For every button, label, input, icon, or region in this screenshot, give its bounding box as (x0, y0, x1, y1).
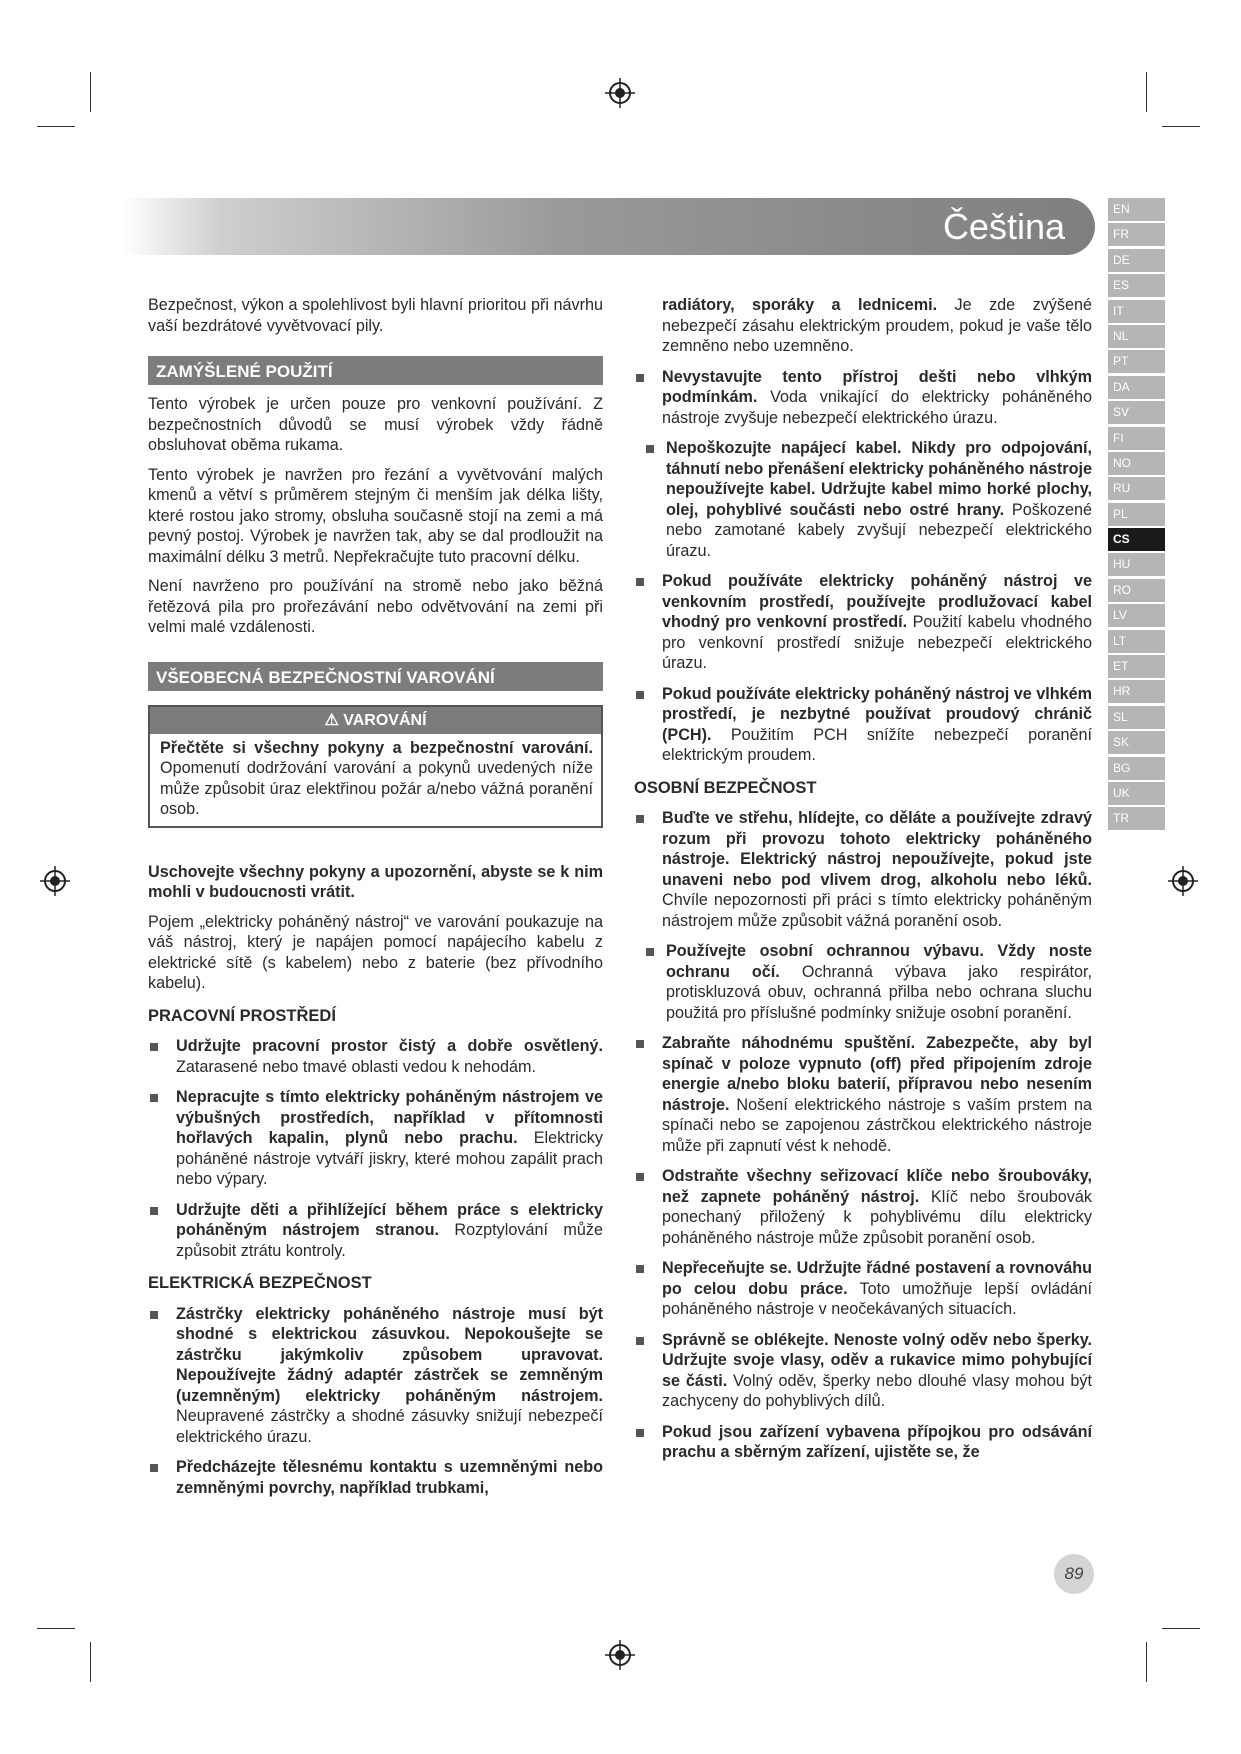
bullet-icon (646, 948, 654, 956)
bullet-icon (636, 815, 644, 823)
bold-text: Pokud jsou zařízení vybavena přípojkou pro odsávání prachu a sběrným zařízení, ujistěte se, že (662, 1422, 1092, 1461)
paragraph: Není navrženo pro používání na stromě nebo jako běžná řetězová pila pro prořezávání nebo odvětvování na zemi při velmi malé vzdálenosti. (148, 577, 603, 636)
subheading-electrical: ELEKTRICKÁ BEZPEČNOST (148, 1274, 372, 1292)
body-text: Neupravené zástrčky a shodné zásuvky snižují nebezpečí elektrického úrazu. (176, 1407, 603, 1446)
list-item (634, 1166, 1092, 1248)
bullet-icon (636, 1040, 644, 1048)
list-item (634, 684, 1092, 766)
bold-text: Používejte osobní ochrannou výbavu. Vždy noste ochranu očí. (666, 942, 1092, 981)
list-item (646, 941, 1092, 1023)
list-item (148, 1304, 603, 1448)
list-item (148, 1036, 603, 1077)
electrical-list-continued (634, 367, 1092, 766)
crop-mark (37, 126, 75, 127)
left-column (148, 295, 603, 1508)
warning-header (150, 707, 601, 734)
language-tab-ro[interactable]: RO (1108, 579, 1165, 602)
bold-text: Předcházejte tělesnému kontaktu s uzemněnými nebo zemněnými povrchy, například trubkami, (176, 1458, 603, 1497)
bullet-icon (646, 445, 654, 453)
list-item (148, 1087, 603, 1190)
body-text: Poškozené nebo zamotané kabely zvyšují nebezpečí elektrického úrazu. (666, 500, 1092, 560)
bold-text: Nepřeceňujte se. Udržujte řádné postavení a rovnováhu po celou dobu práce. (662, 1259, 1092, 1298)
bullet-icon (150, 1043, 158, 1051)
section-title-intended-use: ZAMÝŠLENÉ POUŽITÍ (148, 356, 603, 385)
bullet-icon (636, 691, 644, 699)
list-item (634, 1330, 1092, 1412)
continued-item (634, 295, 1092, 357)
body-text: Použitím PCH snížíte nebezpečí poranění elektrickým proudem. (662, 725, 1092, 764)
work-area-list (148, 1036, 603, 1261)
language-tab-pl[interactable]: PL (1108, 503, 1165, 526)
warning-title: VAROVÁNÍ (343, 711, 427, 729)
bullet-icon (636, 1173, 644, 1181)
language-tab-nl[interactable]: NL (1108, 325, 1165, 348)
language-tab-sl[interactable]: SL (1108, 706, 1165, 729)
header-band (122, 198, 1095, 255)
crop-mark (90, 1642, 91, 1682)
language-tab-ru[interactable]: RU (1108, 477, 1165, 500)
bold-text: Odstraňte všechny seřizovací klíče nebo šroubováky, než zapnete poháněný nástroj. (662, 1167, 1092, 1206)
bullet-icon (150, 1207, 158, 1215)
body-text: Elektricky poháněné nástroje vytváří jiskry, které mohou zapálit prach nebo výpary. (176, 1129, 603, 1188)
body-text: Zatarasené nebo tmavé oblasti vedou k nehodám. (176, 1057, 536, 1076)
warning-triangle-icon: ⚠ (324, 711, 339, 729)
term-definition: Pojem „elektricky poháněný nástroj“ ve varování poukazuje na váš nástroj, který je napájen pomocí napájecího kabelu z elektrické sítě (s kabelem) nebo z baterie (bez přívodního kabelu). (148, 912, 603, 992)
body-text: Je zde zvýšené nebezpečí zásahu elektrickým proudem, pokud je vaše tělo zemněno nebo uzemněno. (662, 296, 1092, 355)
bold-text: Nepracujte s tímto elektricky poháněným nástrojem ve výbušných prostředích, například v přítomnosti hořlavých kapalin, plynů nebo prachu. (176, 1088, 603, 1147)
body-text: Toto umožňuje lepší ovládání poháněného nástroje v neočekávaných situacích. (662, 1279, 1093, 1318)
body-text: Ochranná výbava jako respirátor, protiskluzová obuv, ochranná přilba nebo ochrana sluchu použitá pro příslušné podmínky snižuje osobní poranění. (666, 962, 1092, 1022)
list-item (634, 808, 1092, 931)
language-tab-uk[interactable]: UK (1108, 782, 1165, 805)
body-text: Rozptylování může způsobit ztrátu kontroly. (176, 1221, 603, 1260)
electrical-list (148, 1304, 603, 1499)
language-tab-cs[interactable]: CS (1108, 528, 1165, 551)
language-tab-et[interactable]: ET (1108, 655, 1165, 678)
registration-mark-icon (603, 76, 637, 110)
warning-body (150, 734, 601, 826)
language-tab-hr[interactable]: HR (1108, 680, 1165, 703)
body-text: Voda vnikající do elektricky poháněného nástroje zvyšuje nebezpečí elektrického úrazu. (662, 388, 1092, 427)
subheading-personal-safety: OSOBNÍ BEZPEČNOST (634, 778, 817, 797)
language-tab-lt[interactable]: LT (1108, 630, 1165, 653)
language-tab-tr[interactable]: TR (1108, 807, 1165, 830)
registration-mark-icon (38, 864, 72, 898)
language-tab-it[interactable]: IT (1108, 300, 1165, 323)
language-tab-es[interactable]: ES (1108, 274, 1165, 297)
registration-mark-icon (603, 1638, 637, 1672)
list-item (634, 571, 1092, 674)
language-tab-fi[interactable]: FI (1108, 427, 1165, 450)
bold-text: Udržujte děti a přihlížející během práce s elektricky poháněným nástrojem stranou. (176, 1200, 603, 1239)
bold-text: Nepoškozujte napájecí kabel. Nikdy pro odpojování, táhnutí nebo přenášení elektricky poháněného nástroje nepoužívejte kabel. Udržujte kabel mimo horké plochy, olej, pohyblivé součásti nebo ostré hrany. (666, 439, 1092, 519)
section-title-general-safety: VŠEOBECNÁ BEZPEČNOSTNÍ VAROVÁNÍ (148, 662, 603, 691)
language-tabs (1108, 198, 1165, 833)
list-item (646, 438, 1092, 561)
body-text: Použití kabelu vhodného pro venkovní prostředí snižuje nebezpečí elektrického úrazu. (662, 613, 1092, 672)
list-item (634, 1258, 1092, 1320)
language-tab-da[interactable]: DA (1108, 376, 1165, 399)
subheading-work-area: PRACOVNÍ PROSTŘEDÍ (148, 1006, 336, 1025)
bullet-icon (150, 1094, 158, 1102)
keep-instructions: Uschovejte všechny pokyny a upozornění, abyste se k nim mohli v budoucnosti vrátit. (148, 862, 603, 901)
list-item (634, 367, 1092, 429)
registration-mark-icon (1166, 864, 1200, 898)
language-tab-hu[interactable]: HU (1108, 553, 1165, 576)
crop-mark (1162, 1628, 1200, 1629)
language-tab-sv[interactable]: SV (1108, 401, 1165, 424)
list-item (148, 1457, 603, 1498)
bold-text: Zástrčky elektricky poháněného nástroje musí být shodné s elektrickou zásuvkou. Nepokoušejte se zástrčku jakýmkoliv způsobem upravovat. Nepoužívejte žádný adaptér zástrček se zemněným (uzemněným) elektricky poháněným nástrojem. (176, 1304, 603, 1405)
bullet-icon (636, 1337, 644, 1345)
warning-box (148, 705, 603, 828)
bold-text: Zabraňte náhodnému spuštění. Zabezpečte, aby byl spínač v poloze vypnuto (off) před připojením zdroje energie a/nebo bloku baterií, přípravou nebo nesením nástroje. (662, 1034, 1092, 1114)
personal-safety-list (634, 808, 1092, 1463)
bold-text: Buďte ve střehu, hlídejte, co děláte a používejte zdravý rozum při provozu tohoto elektricky poháněného nástroje. Elektrický nástroj nepoužívejte, pokud jste unaveni nebo pod vlivem drog, alkoholu nebo léků. (662, 809, 1092, 889)
list-item (148, 1200, 603, 1262)
bold-text: Pokud používáte elektricky poháněný nástroj ve venkovním prostředí, používejte prodlužovací kabel vhodný pro venkovní prostředí. (662, 572, 1092, 631)
bold-text: Správně se oblékejte. Nenoste volný oděv nebo šperky. Udržujte svoje vlasy, oděv a rukavice mimo pohybující se části. (662, 1330, 1092, 1390)
paragraph: Tento výrobek je navržen pro řezání a vyvětvování malých kmenů a větví s průměrem stejným či menším jak délka lišty, které rostou jako stromy, obsluha současně stojí na zemi a má pevný postoj. Výrobek je navržen tak, aby se dal prodloužit na maximální délku 3 metrů. Nepřekračujte tuto pracovní délku. (148, 465, 603, 566)
body-text: Chvíle nepozornosti při práci s tímto elektricky poháněným nástrojem může způsobit vážná poranění osob. (662, 891, 1092, 930)
language-tab-de[interactable]: DE (1108, 249, 1165, 272)
bullet-icon (636, 1429, 644, 1437)
intro-paragraph: Bezpečnost, výkon a spolehlivost byli hlavní prioritou při návrhu vaší bezdrátové vyvětvovací pily. (148, 296, 603, 335)
warning-bold-text: Přečtěte si všechny pokyny a bezpečnostní varování. (160, 738, 593, 757)
bullet-icon (150, 1464, 158, 1472)
language-tab-sk[interactable]: SK (1108, 731, 1165, 754)
language-tab-fr[interactable]: FR (1108, 223, 1165, 246)
bullet-icon (636, 1265, 644, 1273)
bold-text: Udržujte pracovní prostor čistý a dobře osvětlený. (176, 1037, 603, 1055)
body-text: Volný oděv, šperky nebo dlouhé vlasy mohou být zachyceny do pohyblivých dílů. (662, 1371, 1092, 1410)
crop-mark (1146, 1642, 1147, 1682)
right-column (634, 295, 1092, 1473)
language-tab-no[interactable]: NO (1108, 452, 1165, 475)
crop-mark (90, 72, 91, 112)
language-tab-bg[interactable]: BG (1108, 757, 1165, 780)
bold-text: Nevystavujte tento přístroj dešti nebo vlhkým podmínkám. (662, 367, 1092, 406)
bold-text: Pokud používáte elektricky poháněný nástroj ve vlhkém prostředí, je nezbytné používat proudový chránič (PCH). (662, 684, 1093, 744)
crop-mark (1162, 126, 1200, 127)
bold-text: radiátory, sporáky a lednicemi. (662, 296, 938, 314)
bullet-icon (636, 578, 644, 586)
paragraph: Tento výrobek je určen pouze pro venkovní používání. Z bezpečnostních důvodů se musí výrobek vždy řádně obsluhovat oběma rukama. (148, 395, 603, 454)
body-text: Nošení elektrického nástroje s vaším prstem na spínači nebo se zapojenou zástrčkou elektrického nástroje může při zapnutí vést k nehodě. (662, 1095, 1092, 1155)
language-tab-en[interactable]: EN (1108, 198, 1165, 221)
page-number: 89 (1054, 1554, 1094, 1594)
crop-mark (37, 1628, 75, 1629)
bullet-icon (150, 1311, 158, 1319)
language-tab-pt[interactable]: PT (1108, 350, 1165, 373)
warning-text: Opomenutí dodržování varování a pokynů uvedených níže může způsobit úraz elektřinou požár a/nebo vážná poranění osob. (160, 759, 593, 818)
bullet-icon (636, 374, 644, 382)
body-text: Klíč nebo šroubovák ponechaný přiložený k pohyblivému dílu elektricky poháněného nástroje může způsobit poranění osob. (662, 1187, 1092, 1247)
language-tab-lv[interactable]: LV (1108, 604, 1165, 627)
list-item (634, 1422, 1092, 1463)
crop-mark (1146, 72, 1147, 112)
list-item (634, 1033, 1092, 1156)
page-title: Čeština (942, 206, 1065, 247)
